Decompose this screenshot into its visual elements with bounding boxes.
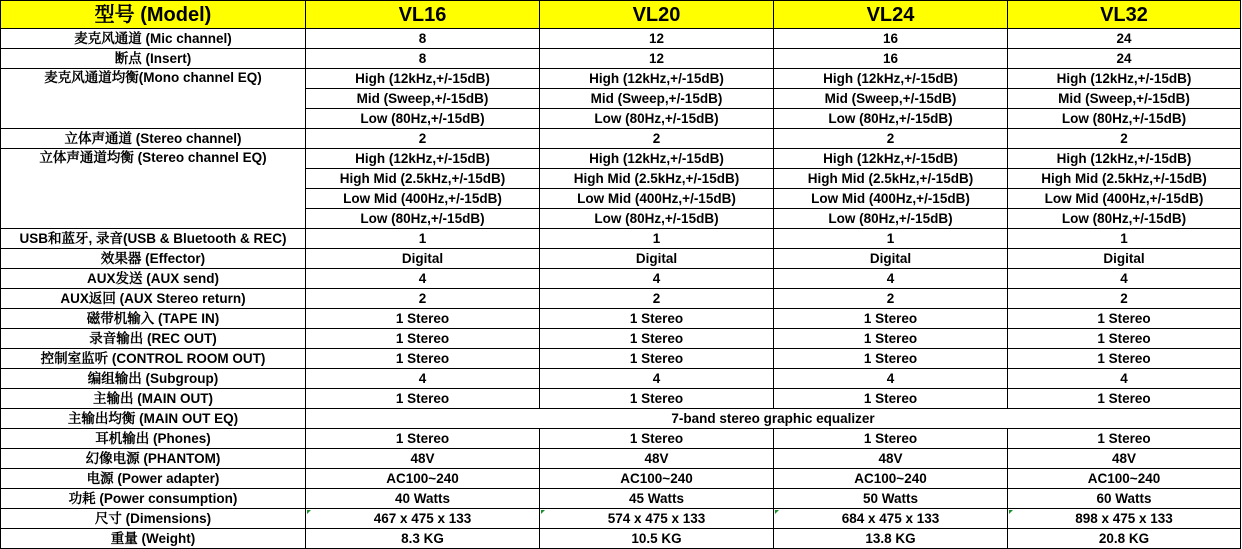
spec-value-cell: 2	[1008, 289, 1241, 309]
spec-value-cell: 1 Stereo	[540, 389, 774, 409]
spec-value-cell: 12	[540, 49, 774, 69]
spec-value-cell: 2	[774, 129, 1008, 149]
spec-value-cell: High Mid (2.5kHz,+/-15dB)	[306, 169, 540, 189]
spec-value-cell: High (12kHz,+/-15dB)	[774, 69, 1008, 89]
spec-value-cell: 48V	[774, 449, 1008, 469]
spec-row	[1, 369, 1241, 389]
spec-value-cell: 13.8 KG	[774, 529, 1008, 549]
spec-value-cell: 2	[306, 129, 540, 149]
model-name-cell: VL32	[1008, 1, 1241, 29]
spec-row	[1, 529, 1241, 549]
spec-row	[1, 349, 1241, 369]
spec-row	[1, 249, 1241, 269]
spec-value-cell: 8	[306, 49, 540, 69]
spec-value-cell: Low Mid (400Hz,+/-15dB)	[540, 189, 774, 209]
spec-value-cell: 574 x 475 x 133	[540, 509, 774, 529]
spec-label-cell: 麦克风通道均衡(Mono channel EQ)	[1, 69, 306, 129]
spec-value-cell: Digital	[774, 249, 1008, 269]
spec-value-cell: Low (80Hz,+/-15dB)	[1008, 209, 1241, 229]
spec-value-cell: High (12kHz,+/-15dB)	[540, 69, 774, 89]
spec-row	[1, 489, 1241, 509]
spec-value-cell: Digital	[540, 249, 774, 269]
spec-value-cell: Low Mid (400Hz,+/-15dB)	[306, 189, 540, 209]
spec-row	[1, 309, 1241, 329]
spec-value-cell: 1 Stereo	[774, 349, 1008, 369]
spec-label-cell: 磁带机输入 (TAPE IN)	[1, 309, 306, 329]
spec-value-cell: 2	[540, 289, 774, 309]
spec-value-cell: AC100~240	[774, 469, 1008, 489]
spec-value-cell: 898 x 475 x 133	[1008, 509, 1241, 529]
spec-label-cell: 立体声通道 (Stereo channel)	[1, 129, 306, 149]
spec-label-cell: 效果器 (Effector)	[1, 249, 306, 269]
spec-value-cell: 40 Watts	[306, 489, 540, 509]
spec-value-cell: 24	[1008, 29, 1241, 49]
header-row	[1, 1, 1241, 29]
model-name-cell: VL16	[306, 1, 540, 29]
spec-row	[1, 69, 1241, 89]
spec-value-cell: 1 Stereo	[540, 329, 774, 349]
spec-value-cell: Low (80Hz,+/-15dB)	[1008, 109, 1241, 129]
spec-label-cell: 主输出 (MAIN OUT)	[1, 389, 306, 409]
spec-value-cell: 1 Stereo	[306, 329, 540, 349]
spec-label-cell: 尺寸 (Dimensions)	[1, 509, 306, 529]
spec-value-cell: 8.3 KG	[306, 529, 540, 549]
spec-value-cell: 1	[306, 229, 540, 249]
spec-value-cell: 20.8 KG	[1008, 529, 1241, 549]
spec-row	[1, 409, 1241, 429]
spec-value-cell: 24	[1008, 49, 1241, 69]
spec-value-cell: 12	[540, 29, 774, 49]
spec-row	[1, 149, 1241, 169]
spec-value-cell: 1 Stereo	[306, 309, 540, 329]
spec-value-cell: 8	[306, 29, 540, 49]
spec-label-cell: 录音输出 (REC OUT)	[1, 329, 306, 349]
spec-value-cell: Low Mid (400Hz,+/-15dB)	[774, 189, 1008, 209]
spec-value-cell: High Mid (2.5kHz,+/-15dB)	[540, 169, 774, 189]
spec-value-cell: AC100~240	[540, 469, 774, 489]
spec-value-cell: Mid (Sweep,+/-15dB)	[540, 89, 774, 109]
spec-value-cell: 1 Stereo	[306, 349, 540, 369]
spec-value-cell: Digital	[306, 249, 540, 269]
spec-value-cell: 1 Stereo	[1008, 389, 1241, 409]
spec-value-cell: 2	[306, 289, 540, 309]
spec-label-cell: USB和蓝牙, 录音(USB & Bluetooth & REC)	[1, 229, 306, 249]
spec-value-cell: Low (80Hz,+/-15dB)	[540, 209, 774, 229]
spec-value-cell: Mid (Sweep,+/-15dB)	[1008, 89, 1241, 109]
spec-value-cell: Mid (Sweep,+/-15dB)	[306, 89, 540, 109]
spec-label-cell: 幻像电源 (PHANTOM)	[1, 449, 306, 469]
spec-value-cell: 4	[306, 369, 540, 389]
spec-value-cell: 4	[774, 369, 1008, 389]
spec-value-cell: Low (80Hz,+/-15dB)	[306, 109, 540, 129]
spec-value-cell: 1	[774, 229, 1008, 249]
spec-row	[1, 289, 1241, 309]
spec-label-cell: 重量 (Weight)	[1, 529, 306, 549]
spec-row	[1, 509, 1241, 529]
spec-value-cell: 4	[306, 269, 540, 289]
spec-table-body	[1, 1, 1241, 549]
model-name-cell: VL24	[774, 1, 1008, 29]
spec-value-cell: 1 Stereo	[774, 389, 1008, 409]
spec-value-cell: 4	[540, 369, 774, 389]
spec-value-cell: 48V	[540, 449, 774, 469]
spec-value-cell: 1 Stereo	[774, 329, 1008, 349]
spec-row	[1, 129, 1241, 149]
spec-label-cell: 麦克风通道 (Mic channel)	[1, 29, 306, 49]
spec-value-cell: 50 Watts	[774, 489, 1008, 509]
spec-value-cell: 4	[540, 269, 774, 289]
spec-label-cell: AUX发送 (AUX send)	[1, 269, 306, 289]
spec-value-cell: 4	[1008, 269, 1241, 289]
spec-value-cell: High Mid (2.5kHz,+/-15dB)	[1008, 169, 1241, 189]
spec-value-cell: Low (80Hz,+/-15dB)	[774, 209, 1008, 229]
spec-label-cell: 电源 (Power adapter)	[1, 469, 306, 489]
spec-row	[1, 329, 1241, 349]
spec-value-cell: 48V	[1008, 449, 1241, 469]
spec-value-cell: 1	[1008, 229, 1241, 249]
spec-value-cell: 1 Stereo	[1008, 429, 1241, 449]
spec-label-cell: 断点 (Insert)	[1, 49, 306, 69]
spec-value-cell: 1 Stereo	[1008, 349, 1241, 369]
spec-value-cell: Mid (Sweep,+/-15dB)	[774, 89, 1008, 109]
spec-label-cell: 主输出均衡 (MAIN OUT EQ)	[1, 409, 306, 429]
spec-label-cell: 编组输出 (Subgroup)	[1, 369, 306, 389]
spec-row	[1, 29, 1241, 49]
spec-value-cell: High (12kHz,+/-15dB)	[306, 69, 540, 89]
spec-label-cell: 立体声通道均衡 (Stereo channel EQ)	[1, 149, 306, 229]
spec-value-cell: AC100~240	[306, 469, 540, 489]
spec-value-cell: AC100~240	[1008, 469, 1241, 489]
spec-value-cell: 1 Stereo	[306, 429, 540, 449]
spec-value-cell: Low (80Hz,+/-15dB)	[774, 109, 1008, 129]
model-name-cell: VL20	[540, 1, 774, 29]
spec-merged-value-cell: 7-band stereo graphic equalizer	[306, 409, 1241, 429]
spec-value-cell: 1 Stereo	[540, 309, 774, 329]
model-header-cell: 型号 (Model)	[1, 1, 306, 29]
spec-value-cell: Low Mid (400Hz,+/-15dB)	[1008, 189, 1241, 209]
spec-label-cell: 控制室监听 (CONTROL ROOM OUT)	[1, 349, 306, 369]
spec-row	[1, 49, 1241, 69]
spec-value-cell: 45 Watts	[540, 489, 774, 509]
spec-value-cell: High (12kHz,+/-15dB)	[540, 149, 774, 169]
spec-value-cell: 684 x 475 x 133	[774, 509, 1008, 529]
spec-value-cell: 2	[1008, 129, 1241, 149]
spec-label-cell: 功耗 (Power consumption)	[1, 489, 306, 509]
spec-value-cell: 2	[774, 289, 1008, 309]
spec-value-cell: 2	[540, 129, 774, 149]
spec-value-cell: Low (80Hz,+/-15dB)	[540, 109, 774, 129]
spec-value-cell: 60 Watts	[1008, 489, 1241, 509]
spec-value-cell: High (12kHz,+/-15dB)	[306, 149, 540, 169]
spec-value-cell: High (12kHz,+/-15dB)	[1008, 69, 1241, 89]
spec-value-cell: 10.5 KG	[540, 529, 774, 549]
spec-value-cell: 1 Stereo	[1008, 329, 1241, 349]
spec-label-cell: AUX返回 (AUX Stereo return)	[1, 289, 306, 309]
spec-row	[1, 269, 1241, 289]
spec-value-cell: 48V	[306, 449, 540, 469]
spec-row	[1, 469, 1241, 489]
spec-row	[1, 229, 1241, 249]
spec-value-cell: 4	[774, 269, 1008, 289]
spec-row	[1, 389, 1241, 409]
spec-value-cell: 1	[540, 229, 774, 249]
spec-row	[1, 429, 1241, 449]
spec-value-cell: Low (80Hz,+/-15dB)	[306, 209, 540, 229]
spec-value-cell: Digital	[1008, 249, 1241, 269]
spec-value-cell: 1 Stereo	[774, 429, 1008, 449]
spec-value-cell: 1 Stereo	[540, 429, 774, 449]
spec-label-cell: 耳机输出 (Phones)	[1, 429, 306, 449]
spec-value-cell: 16	[774, 49, 1008, 69]
spec-value-cell: High (12kHz,+/-15dB)	[1008, 149, 1241, 169]
spec-value-cell: 1 Stereo	[540, 349, 774, 369]
spec-value-cell: 1 Stereo	[1008, 309, 1241, 329]
spec-value-cell: 16	[774, 29, 1008, 49]
spec-value-cell: High Mid (2.5kHz,+/-15dB)	[774, 169, 1008, 189]
spec-row	[1, 449, 1241, 469]
spec-value-cell: 467 x 475 x 133	[306, 509, 540, 529]
spec-value-cell: 4	[1008, 369, 1241, 389]
spec-value-cell: High (12kHz,+/-15dB)	[774, 149, 1008, 169]
spec-value-cell: 1 Stereo	[306, 389, 540, 409]
spec-value-cell: 1 Stereo	[774, 309, 1008, 329]
